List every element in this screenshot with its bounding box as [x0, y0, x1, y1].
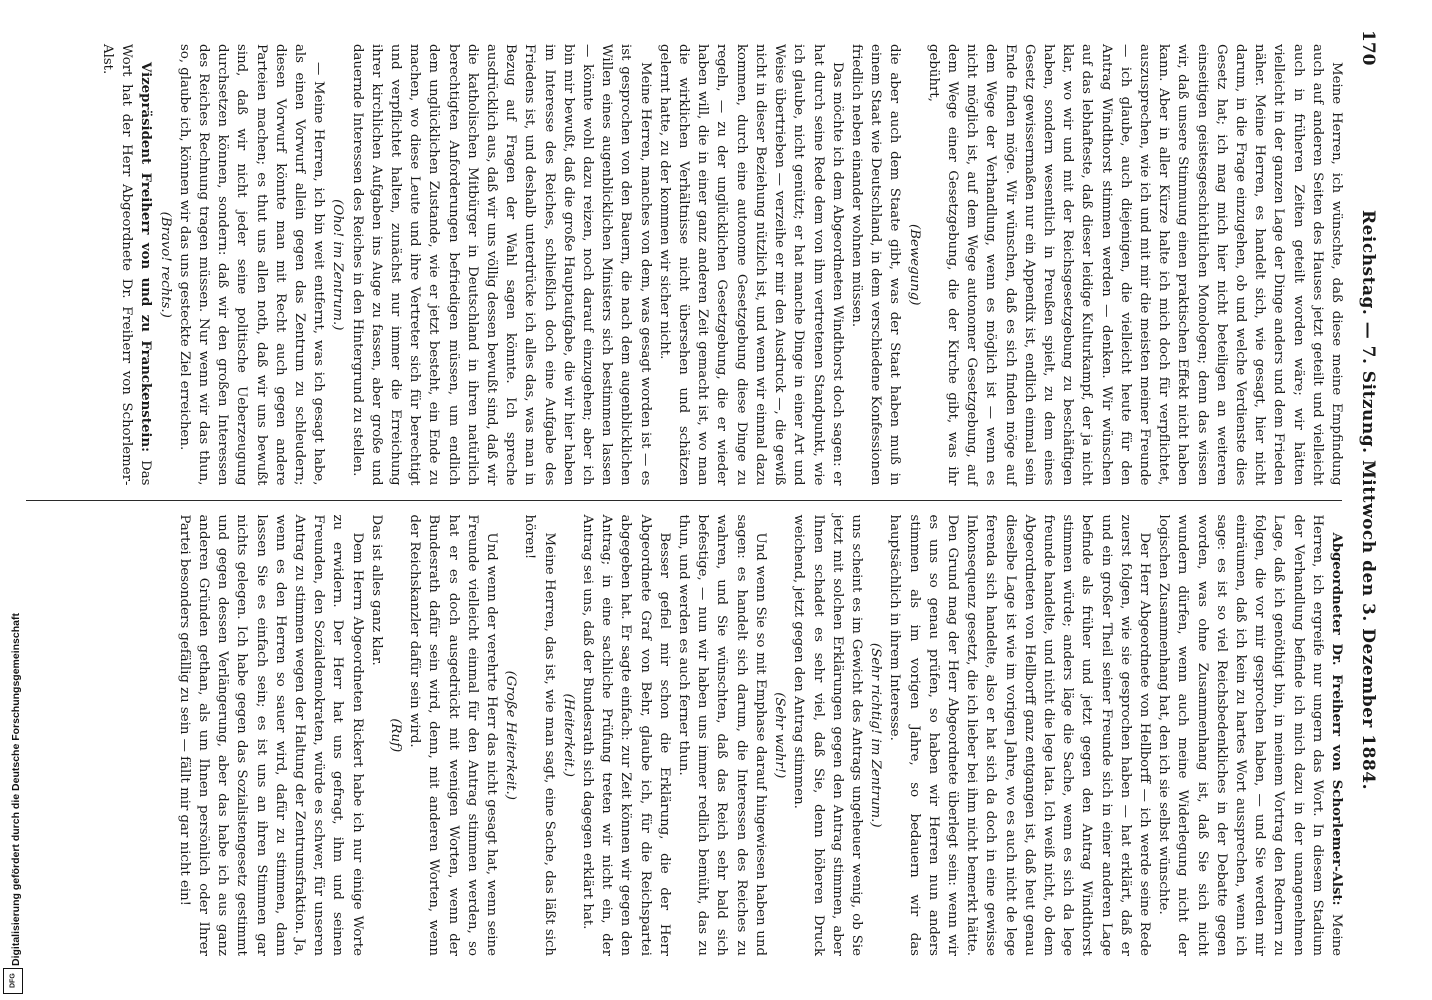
paragraph: Meine Herren, das ist, wie man sagt, eine Sache, das läßt sich hören! — [522, 514, 557, 956]
stage-direction: (Bewegung) — [906, 224, 922, 306]
paragraph: uns scheint es im Gewicht des Antrags ungeheuer wenig, ob Sie jetzt mit solchen Erklärungen gegen den Antrag stimmen, aber Ihnen schadet es sehr viel, daß Sie, denn höheren Druck weichend, jetzt gegen den Antrag stimmen. — [791, 514, 864, 956]
paragraph: die aber auch dem Staate gibt, was der Staat haben muß in einem Staat wie Deutschland, in dem verschiedene Konfessionen friedlich neben einander wohnen müssen. — [848, 44, 903, 486]
dfg-logo: DFG — [3, 968, 23, 994]
digitization-credit — [0, 0, 30, 1000]
paragraph: Meine Herren, manches von dem, was gesagt worden ist — es ist gesprochen von den Bauern, die nach dem augenblicklichen Willen eines augenblicklichen Ministers sich bestimmen lassen — könnte wohl dazu reizen, noch darauf einzugehen; aber ich bin mir bewußt, daß die große Hauptaufgabe, die wir hier haben im Interesse des Reiches, schließlich doch eine Aufgabe des Friedens ist, und deshalb unterdrücke ich alles das, was man in Bezug auf Fragen der Wahl sagen könnte. Ich spreche ausdrücklich aus, daß wir uns völlig dessen bewußt sind, daß wir die katholischen Mitbürger in Deutschland in ihren natürlich berechtigten Anforderungen befriedigen müssen, um endlich dem unglücklichen Zustande, wie er jetzt besteht, ein Ende zu machen, wo diese Leute und ihre Vertreter sich für berechtigt und verpflichtet halten, zunächst nur immer die Erreichung ihrer kirchlichen Aufgaben ins Auge zu fassen, aber große und dauernde Interessen des Reiches in den Hintergrund zu stellen. — [349, 44, 653, 486]
paragraph: — Meine Herren, ich bin weit entfernt, was ich gesagt habe, als einen Vorwurf allein gegen das Zentrum zu schleudern; diesen Vorwurf könnte man mit Recht auch gegen andere Parteien machen; es thut uns allen noth, daß wir uns bewußt sind, daß wir nicht jeder seine politische Ueberzeugung durchsetzen können, sondern: daß wir den großen Interessen des Reiches Rechnung tragen müssen. Nur wenn wir das thun, so, glaube ich, können wir das uns gesteckte Ziel erreichen. — [176, 44, 327, 486]
paragraph: Und wenn Sie so mit Emphase darauf hingewiesen haben und sagen: es handelt sich darum, die Interessen des Reiches zu wahren, und Sie wünschten, daß das Reich sehr bald sich befestige, — nun wir haben uns immer redlich bemüht, das zu thun, und werden es auch ferner thun. — [676, 514, 768, 956]
stage-direction: (Große Heiterkeit.) — [503, 670, 519, 800]
speech-text: Meine Herren, ich ergreife nur ungern das Wort. In diesem Stadium der Verhandlung befinde ich mich dazu in der unangenehmen Lage, daß ich genöthigt bin, in meinem Vortrag den Rednern zu folgen, die vor mir gesprochen haben, — und Sie werden mir einräumen, daß ich kein zu hartes Wort aussprechen, wenn ich sage: es ist so viel Reichsbedenkliches in der Debatte gegen worden, was ohne Zusammenhang ist, daß Sie sich nicht wundern dürfen, wenn auch meine Widerlegung nicht der logischen Zusammenhang hat, den ich sie selbst wünschte. — [1156, 514, 1344, 957]
credit-text: Digitalisierung gefördert durch die Deutsche Forschungsgemeinschaft — [10, 613, 22, 966]
paragraph — [1154, 515, 1346, 957]
speech-text: Das Wort hat der Herr Abgeordnete Dr. Freiherr von Schorlemer-Alst. — [100, 44, 154, 486]
text-columns — [26, 30, 1346, 970]
speaker-name: Abgeordneter Dr. Freiherr von Schorlemer-Alst: — [1329, 532, 1344, 906]
stage-direction: (Sehr richtig! im Zentrum.) — [868, 642, 884, 828]
paragraph: Der Herr Abgeordnete von Hellborff — ich werde seine Rede zuerst folgen, wie sie gesprochen haben — hat erklärt, daß er und ein großer Theil seiner Freunde sich in einer anderen Lage befinde als früher und jetzt gegen den Antrag Windthorst stimmen würde; anders läge die Sache, wenn es sich da lege freunde handelte, und nicht die lege lata. Ich weiß nicht, ob dem Abgeordneten von Hellborff ganz entgangen ist, daß heut genau dieselbe Lage ist wie im vorigen Jahre, wo es auch nicht de lege ferenda sich handelte, also er hat sich da doch in eine gewisse Inkonsequenz gesetzt, die ich lieber bei ihm nicht bemerkt hätte. Den Grund mag der Herr Abgeordnete überlegt sein: wenn wir es uns so genau prüfen, so haben wir Herren nun anders stimmen als im vorigen Jahre, so bedauern wir das hauptsächlich in ihrem Interesse. — [887, 514, 1152, 956]
right-column — [26, 501, 1346, 971]
paragraph: Besser gefiel mir schon die Erklärung, die der Herr Abgeordnete Graf von Behr, glaube ich, für die Reichspartei abgegeben hat. Er sagte einfach: zur Zeit können wir gegen den Antrag; in eine sachliche Prüfung treten wir nicht ein, der Antrag sei uns, daß der Bundesrath sich dagegen erklärt hat. — [580, 514, 672, 956]
page-number: 170 — [1358, 30, 1378, 66]
speaker-name: Vizepräsident Freiherr von und zu Franckenstein: — [138, 62, 154, 453]
stage-direction: (Sehr wahr!) — [772, 692, 788, 779]
stage-direction: (Bravo! rechts.) — [157, 211, 173, 318]
paragraph: Das möchte ich dem Abgeordneten Windthorst doch sagen: er hat durch seine Rede dem von ihm vertretenen Standpunkt, wie ich glaube, nicht genützt; er hat manche Dinge in einer Art und Weise übertrieben — verzeihe er mir den Ausdruck —, die gewiß nicht in dieser Beziehung nützlich ist, und wenn wir einmal dazu kommen, durch eine autonome Gesetzgebung diese Dinge zu regeln, — zu der unglücklichen Gesetzgebung, die er wieder haben will, die in einer ganz anderen Zeit gemacht ist, wo man die wirklichen Verhältnisse nicht übersehen und schätzen gelernt hatte, zu der kommen wir sicher nicht. — [656, 44, 845, 486]
paragraph: Und wenn der verehrte Herr das nicht gesagt hat, wenn seine Freunde vielleicht einmal für den Antrag stimmen werden, so hat er es doch ausgedrückt mit wenigen Worten, wenn der Bundesrath dafür sein wird, denn, mit anderen Worten, wenn der Reichskanzler dafür sein wird. — [407, 514, 500, 956]
paragraph: Das ist alles ganz klar. — [368, 514, 384, 666]
paragraph: Dem Herrn Abgeordneten Rickert habe ich nur einige Worte zu erwidern. Der Herr hat uns gefragt, ihm und seinen Freunden, den Sozialdemokraten, würde es schwer, für unseren Antrag zu stimmen wegen der Haltung der Zentrumsfraktion. Ja, wenn es den Herren so sauer wird, dafür zu stimmen, dann lassen Sie es einfach sein; es ist uns an ihren Stimmen gar nichts gelegen. Ich habe gegen das Sozialistengesetz gestimmt und gegen dessen Verlängerung, aber das habe ich aus ganz anderen Gründen gethan, als um Ihnen persönlich oder Ihrer Partei besonders gefällig zu sein — fällt mir gar nicht ein! — [176, 514, 365, 956]
paragraph: Meine Herren, ich wünschte, daß diese meine Empfindung auch auf anderen Seiten des Hauses jetzt geteilt und vielleicht auch in früheren Zeiten geteilt worden wäre; wir hätten vielleicht in der ganzen Lage der Dinge anders und dem Frieden näher. Meine Herren, es handelt sich, wie gesagt, hier nicht darum, in die Frage einzugehen, ob und welche Verdienste dies Gesetz hat; ich mag mich hier nicht beteiligen an weiteren einseitigen geistesgeschichtlichen Monologen; denn das wissen wir, daß unsere Stimmung einen praktischen Effekt nicht haben kann. Aber in aller Kürze halte ich mich doch für verpflichtet, auszusprechen, wie ich und mit mir die meisten meiner Freunde — ich glaube, auch diejenigen, die vielleicht heute für den Antrag Windthorst stimmen werden — denken. Wir wünschen auf das lebhafteste, daß dieser leidige Kulturkampf, der ja nicht klar, wo wir und mit der Reichsgesetzgebung zu beschäftigen haben, sondern wesentlich in Preußen spielt, zu dem eines Gesetz gewissermaßen nur ein Appendix ist, endlich einmal sein Ende finden möge. Wir wünschen, daß es sich finden möge auf dem Wege der Verhandlung, wenn es möglich ist — wenn es nicht möglich ist, auf dem Wege autonomer Gesetzgebung, auf dem Wege einer Gesetzgebung, die der Kirche gibt, was ihr gebührt, — [925, 44, 1344, 486]
stage-direction: (Ruf) — [388, 718, 404, 753]
left-column — [26, 30, 1346, 500]
stage-direction: (Heiterkeit.) — [560, 693, 576, 777]
stage-direction: (Oho! im Zentrum.) — [330, 199, 346, 331]
running-header — [1352, 30, 1378, 970]
paragraph — [98, 44, 156, 486]
running-title: Reichstag. — 7. Sitzung. Mittwoch den 3. Dezember 1884. — [1358, 209, 1378, 791]
